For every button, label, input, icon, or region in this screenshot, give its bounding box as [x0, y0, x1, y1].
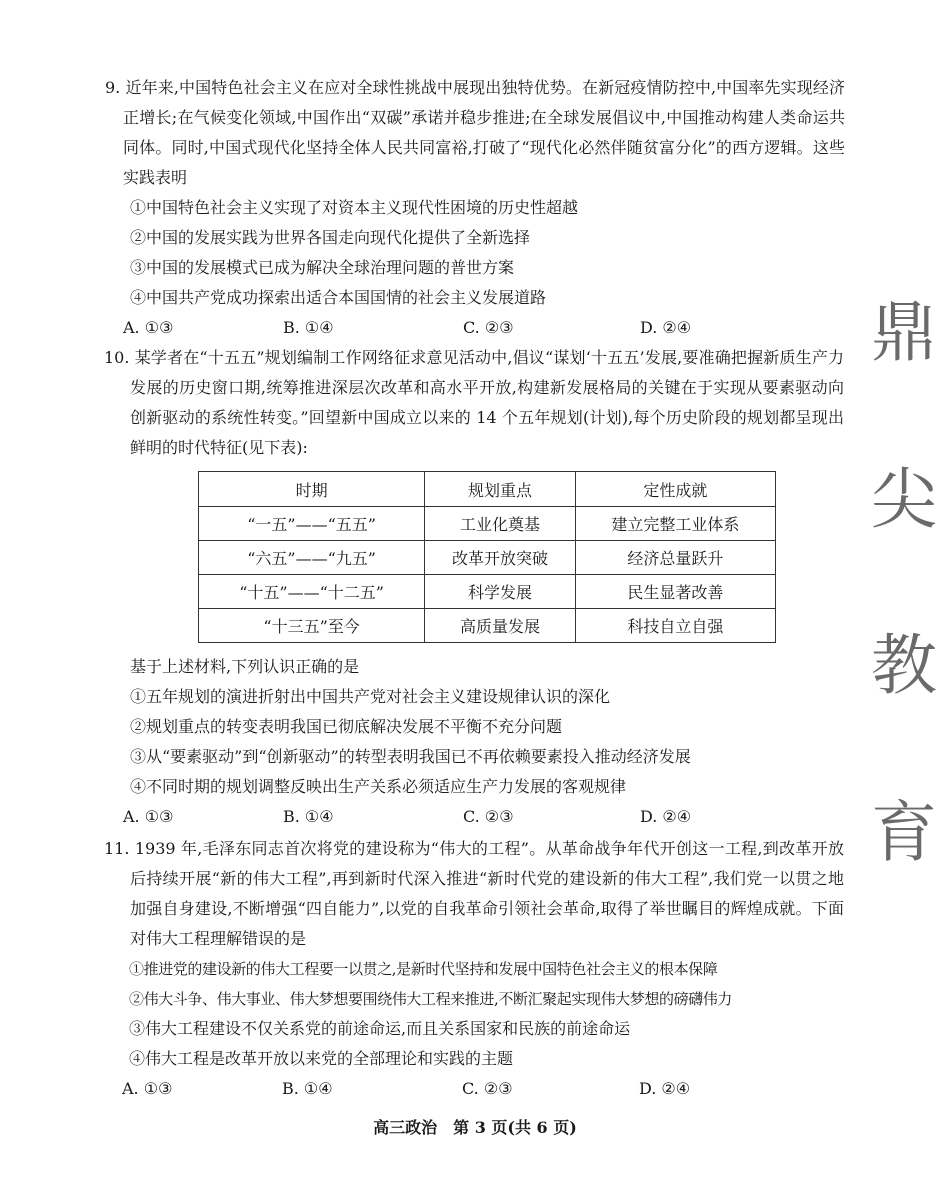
question-9	[105, 73, 845, 343]
choice-d[interactable]: D. ②④	[640, 807, 692, 826]
table-cell: 科技自立自强	[575, 609, 775, 643]
question-9-option-2: ②中国的发展实践为世界各国走向现代化提供了全新选择	[130, 228, 531, 247]
question-10-option-4: ④不同时期的规划调整反映出生产关系必须适应生产力发展的客观规律	[130, 777, 627, 796]
choice-c[interactable]: C. ②③	[463, 807, 514, 826]
five-year-plan-table	[198, 471, 776, 643]
table-cell: 高质量发展	[425, 609, 576, 643]
page-footer: 高三政治 第 3 页(共 6 页)	[373, 1118, 577, 1137]
table-row	[199, 575, 776, 609]
choice-d[interactable]: D. ②④	[639, 1079, 691, 1098]
question-11-choices	[104, 1074, 844, 1104]
table-row	[199, 507, 776, 541]
table-cell: “一五”——“五五”	[199, 507, 425, 541]
question-11-stem: 11. 1939 年,毛泽东同志首次将党的建设称为“伟大的工程”。从革命战争年代开创这一工程,到改革开放后持续开展“新的伟大工程”,再到新时代深入推进“新时代党的建设新的伟大工程”,我们党一以贯之地加强自身建设,不断增强“四自能力”,以党的自我革命引领社会革命,取得了举世瞩目的辉煌成就。下面对伟大工程理解错误的是	[104, 839, 844, 948]
watermark-char: 鼎	[871, 294, 937, 371]
choice-a[interactable]: A. ①③	[122, 1079, 173, 1098]
question-11-option-4: ④伟大工程是改革开放以来党的全部理论和实践的主题	[129, 1049, 514, 1068]
table-row	[199, 541, 776, 575]
watermark-char: 育	[871, 794, 937, 871]
choice-c[interactable]: C. ②③	[462, 1079, 513, 1098]
question-10-stem: 10. 某学者在“十五五”规划编制工作网络征求意见活动中,倡议“谋划‘十五五’发展,要准确把握新质生产力发展的历史窗口期,统筹推进深层次改革和高水平开放,构建新发展格局的关键在于实现从要素驱动向创新驱动的系统性转变。”回望新中国成立以来的 14 个五年规划(计划),每个历史阶段的规划都呈现出鲜明的时代特征(见下表):	[104, 348, 844, 457]
table-cell: 经济总量跃升	[575, 541, 775, 575]
question-10-option-1: ①五年规划的演进折射出中国共产党对社会主义建设规律认识的深化	[130, 687, 611, 706]
question-9-option-4: ④中国共产党成功探索出适合本国国情的社会主义发展道路	[130, 288, 547, 307]
question-11	[104, 834, 844, 1104]
question-10	[104, 343, 844, 463]
table-header: 时期	[199, 472, 425, 507]
question-10-prompt: 基于上述材料,下列认识正确的是	[130, 657, 360, 676]
table-header: 规划重点	[425, 472, 576, 507]
table-row	[199, 609, 776, 643]
choice-d[interactable]: D. ②④	[640, 318, 692, 337]
choice-b[interactable]: B. ①④	[282, 1079, 333, 1098]
table-cell: “六五”——“九五”	[199, 541, 425, 575]
question-10-option-2: ②规划重点的转变表明我国已彻底解决发展不平衡不充分问题	[130, 717, 563, 736]
question-10-option-3: ③从“要素驱动”到“创新驱动”的转型表明我国已不再依赖要素投入推动经济发展	[130, 747, 691, 766]
choice-a[interactable]: A. ①③	[123, 807, 174, 826]
question-9-stem: 9. 近年来,中国特色社会主义在应对全球性挑战中展现出独特优势。在新冠疫情防控中,中国率先实现经济正增长;在气候变化领域,中国作出“双碳”承诺并稳步推进;在全球发展倡议中,中国推动构建人类命运共同体。同时,中国式现代化坚持全体人民共同富裕,打破了“现代化必然伴随贫富分化”的西方逻辑。这些实践表明	[105, 78, 845, 187]
question-9-option-3: ③中国的发展模式已成为解决全球治理问题的普世方案	[130, 258, 515, 277]
choice-a[interactable]: A. ①③	[123, 318, 174, 337]
table-header-row	[199, 472, 776, 507]
table-cell: 科学发展	[425, 575, 576, 609]
table-cell: 民生显著改善	[575, 575, 775, 609]
table-header: 定性成就	[575, 472, 775, 507]
question-10-followup	[105, 652, 845, 832]
table-cell: 改革开放突破	[425, 541, 576, 575]
table-cell: 建立完整工业体系	[575, 507, 775, 541]
table-cell: “十五”——“十二五”	[199, 575, 425, 609]
question-9-choices	[105, 313, 845, 343]
watermark-char: 尖	[871, 461, 937, 538]
question-9-option-1: ①中国特色社会主义实现了对资本主义现代性困境的历史性超越	[130, 198, 579, 217]
choice-b[interactable]: B. ①④	[283, 807, 334, 826]
question-11-option-2: ②伟大斗争、伟大事业、伟大梦想要围绕伟大工程来推进,不断汇聚起实现伟大梦想的磅礴伟力	[129, 990, 732, 1008]
choice-c[interactable]: C. ②③	[463, 318, 514, 337]
watermark-char: 教	[871, 627, 937, 704]
question-11-option-3: ③伟大工程建设不仅关系党的前途命运,而且关系国家和民族的前途命运	[129, 1019, 631, 1038]
table-cell: 工业化奠基	[425, 507, 576, 541]
question-10-choices	[105, 802, 845, 832]
table-cell: “十三五”至今	[199, 609, 425, 643]
choice-b[interactable]: B. ①④	[283, 318, 334, 337]
question-11-option-1: ①推进党的建设新的伟大工程要一以贯之,是新时代坚持和发展中国特色社会主义的根本保障	[129, 960, 718, 978]
